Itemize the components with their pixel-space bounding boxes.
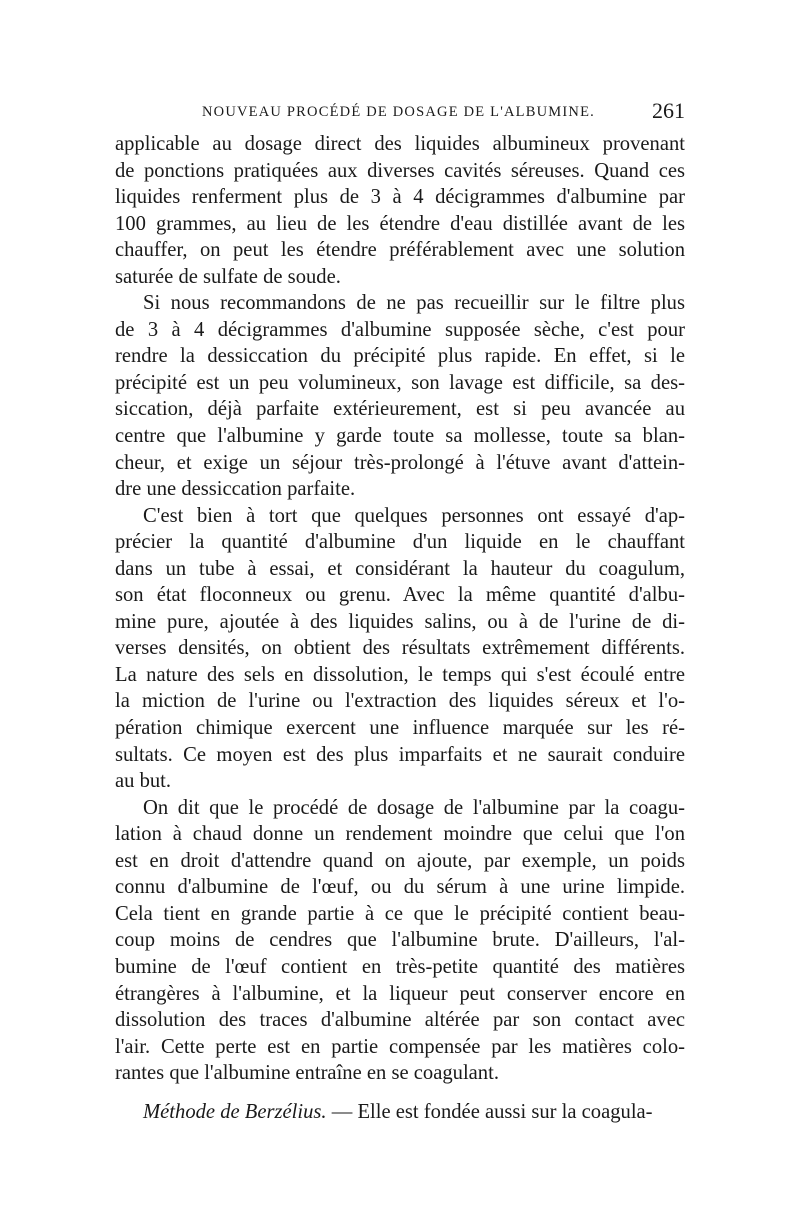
text-line: l'air. Cette perte est en partie compensée par les matières colo-: [115, 1035, 685, 1058]
page-header: [110, 98, 685, 128]
text-line: siccation, déjà parfaite extérieurement, est si peu avancée au: [115, 398, 685, 421]
page-number: 261: [652, 98, 685, 123]
text-line: C'est bien à tort que quelques personnes ont essayé d'ap-: [143, 504, 685, 527]
running-title: NOUVEAU PROCÉDÉ DE DOSAGE DE L'ALBUMINE.: [202, 104, 595, 120]
text-line: Cela tient en grande partie à ce que le précipité contient beau-: [115, 902, 685, 925]
text-line: connu d'albumine de l'œuf, ou du sérum à une urine limpide.: [115, 876, 685, 899]
method-text: — Elle est fondée aussi sur la coagula-: [326, 1100, 653, 1123]
text-line: bumine de l'œuf contient en très-petite quantité des matières: [115, 955, 685, 978]
text-line: verses densités, on obtient des résultats extrêmement différents.: [115, 637, 685, 660]
text-line: On dit que le procédé de dosage de l'albumine par la coagu-: [143, 796, 685, 819]
text-line: est en droit d'attendre quand on ajoute, par exemple, un poids: [115, 849, 685, 872]
text-line: dans un tube à essai, et considérant la hauteur du coagulum,: [115, 557, 685, 580]
text-line: centre que l'albumine y garde toute sa mollesse, toute sa blan-: [115, 425, 685, 448]
text-line: son état floconneux ou grenu. Avec la même quantité d'albu-: [115, 584, 685, 607]
text-line: précier la quantité d'albumine d'un liquide en le chauffant: [115, 531, 685, 554]
text-line: sultats. Ce moyen est des plus imparfaits et ne saurait conduire: [115, 743, 685, 766]
text-line: de 3 à 4 décigrammes d'albumine supposée sèche, c'est pour: [115, 318, 685, 341]
text-line: saturée de sulfate de soude.: [115, 265, 341, 288]
text-line: 100 grammes, au lieu de les étendre d'eau distillée avant de les: [115, 212, 685, 235]
text-line: chauffer, on peut les étendre préférablement avec une solution: [115, 239, 685, 262]
paragraph: [115, 795, 685, 1087]
text-line: étrangères à l'albumine, et la liqueur peut conserver encore en: [115, 982, 685, 1005]
text-line: applicable au dosage direct des liquides albumineux provenant: [115, 133, 685, 155]
text-line: coup moins de cendres que l'albumine brute. D'ailleurs, l'al-: [115, 929, 685, 952]
text-line: rendre la dessiccation du précipité plus rapide. En effet, si le: [115, 345, 685, 368]
text-line: cheur, et exige un séjour très-prolongé à l'étuve avant d'attein-: [115, 451, 685, 474]
page-body: [115, 131, 685, 1125]
text-line: liquides renferment plus de 3 à 4 décigrammes d'albumine par: [115, 186, 685, 209]
text-line: rantes que l'albumine entraîne en se coagulant.: [115, 1062, 499, 1085]
text-line: lation à chaud donne un rendement moindre que celui que l'on: [115, 823, 685, 846]
text-line: pération chimique exercent une influence marquée sur les ré-: [115, 717, 685, 740]
method-title: Méthode de Berzélius.: [143, 1100, 327, 1123]
text-line: mine pure, ajoutée à des liquides salins, ou à de l'urine de di-: [115, 610, 685, 633]
text-line: La nature des sels en dissolution, le temps qui s'est écoulé entre: [115, 663, 685, 686]
text-line: précipité est un peu volumineux, son lavage est difficile, sa des-: [115, 371, 685, 394]
paragraph: [115, 131, 685, 290]
text-line: la miction de l'urine ou l'extraction des liquides séreux et l'o-: [115, 690, 685, 713]
text-line: Si nous recommandons de ne pas recueillir sur le filtre plus: [143, 292, 685, 315]
paragraph: [115, 290, 685, 502]
text-line: dissolution des traces d'albumine altérée par son contact avec: [115, 1009, 685, 1032]
text-line: au but.: [115, 770, 172, 793]
text-line: dre une dessiccation parfaite.: [115, 478, 356, 501]
text-line: de ponctions pratiquées aux diverses cavités séreuses. Quand ces: [115, 159, 685, 182]
paragraph: [115, 503, 685, 795]
method-line: [115, 1099, 685, 1126]
